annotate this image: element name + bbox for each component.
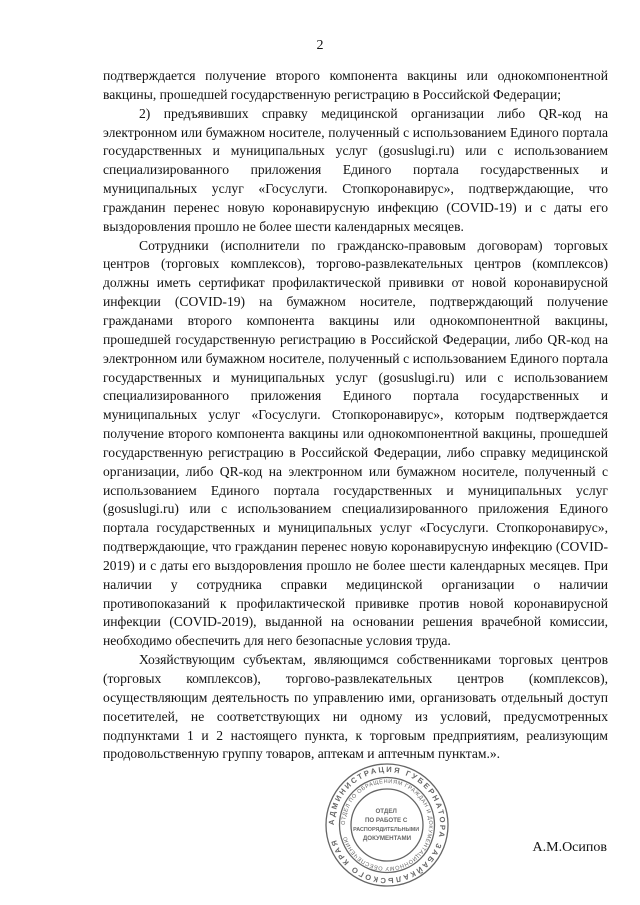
paragraph-3: Сотрудники (исполнители по гражданско-правовым договорам) торговых центров (торговых комплексов), торгово-развлекательных центров (комплексов) должны иметь сертификат профилактической прививки от новой коронавирусной инфекции (COVID-19) на бумажном носителе, подтверждающий получение гражданами второго компонента вакцины или однокомпонентной вакцины, прошедшей государственную регистрацию в Российской Федерации, либо QR-код на электронном или бумажном носителе, полученный с использованием Единого портала государственных и муниципальных услуг (gosuslugi.ru) или с использованием специализированного приложения Единого портала государственных и муниципальных услуг «Госуслуги. Стопкоронавирус», которым подтверждается получение второго компонента вакцины или однокомпонентной вакцины, прошедшей государственную регистрацию в Российской Федерации, либо справку медицинской организации, либо QR-код на электронном или бумажном носителе, полученный с использованием Единого портала государственных и муниципальных услуг (gosuslugi.ru) или с использованием специализированного приложения Единого портала государственных и муниципальных услуг «Госуслуги. Стопкоронавирус», подтверждающие, что гражданин перенес новую коронавирусную инфекцию (COVID-2019) и с даты его выздоровления прошло не более шести календарных месяцев. При наличии у сотрудника справки медицинской организации о наличии противопоказаний к профилактической прививке против новой коронавирусной инфекции (COVID-2019), выданной на основании решения врачебной комиссии, необходимо обеспечить для него безопасные условия труда. — [103, 237, 608, 649]
paragraph-2: 2) предъявивших справку медицинской организации либо QR-код на электронном или бумажном носителе, полученный с использованием Единого портала государственных и муниципальных услуг (gosuslugi.ru) или с использованием специализированного приложения Единого портала государственных и муниципальных услуг «Госуслуги. Стопкоронавирус», подтверждающие, что гражданин перенес новую коронавирусную инфекцию (COVID-19) и с даты его выздоровления прошло не более шести календарных месяцев. — [103, 105, 608, 234]
svg-text:ОТДЕЛ ПО ОБРАЩЕНИЯМ ГРАЖДАН И — [341, 779, 433, 871]
page-number: 2 — [316, 38, 324, 53]
signature-name: А.М.Осипов — [532, 840, 607, 855]
paragraph-1: подтверждается получение второго компонента вакцины или однокомпонентной вакцины, прошедшей государственную регистрацию в Российской Федерации; — [103, 68, 608, 102]
stamp-center-line-2: ПО РАБОТЕ С — [364, 817, 408, 824]
svg-text:ОТДЕЛ ПО РАБОТЕ С — [353, 808, 421, 842]
document-body — [103, 67, 608, 764]
stamp-inner-border — [351, 789, 423, 861]
stamp-inner-text: ОТДЕЛ ПО ОБРАЩЕНИЯМ ГРАЖДАН И ДОКУМЕНТАЦИОННОМУ ОБЕСПЕЧЕНИЮ — [340, 778, 434, 872]
stamp-outer-text: АДМИНИСТРАЦИЯ ГУБЕРНАТОРА ЗАБАЙКАЛЬСКОГО КРАЯ — [326, 764, 448, 886]
paragraph-4: Хозяйствующим субъектам, являющимся собственниками торговых центров (торговых комплексов), торгово-развлекательных центров (комплексов), осуществляющим деятельность по управлению ими, организовать отдельный доступ посетителей, не соответствующих ни одному из условий, предусмотренных подпунктами 1 и 2 настоящего пункта, к торговым предприятиям, реализующим продовольственную группу товаров, аптекам и аптечным пунктам.». — [103, 652, 608, 762]
stamp-center-line-3: РАСПОРЯДИТЕЛЬНЫМИ — [353, 827, 420, 833]
stamp-middle-border — [340, 778, 435, 873]
official-stamp — [323, 761, 451, 889]
stamp-center-line-4: ДОКУМЕНТАМИ — [362, 835, 412, 842]
stamp-center-line-1: ОТДЕЛ — [375, 808, 397, 815]
